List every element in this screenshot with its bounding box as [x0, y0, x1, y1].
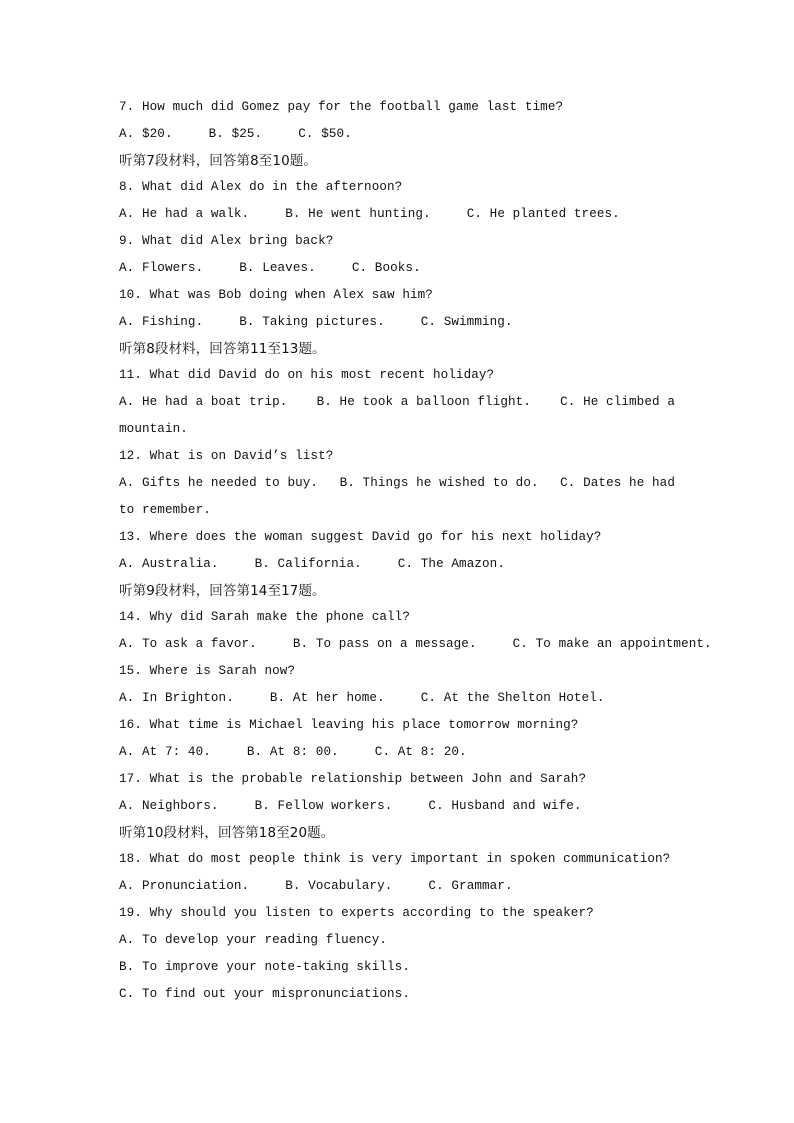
options-14	[119, 631, 712, 658]
option-a: A. $20.	[119, 127, 173, 141]
exam-page	[119, 94, 712, 1008]
option-b: B. At 8: 00.	[246, 745, 339, 759]
section-heading-8: 听第8段材料，回答第11至13题。	[119, 341, 326, 357]
option-b: B. At her home.	[269, 691, 385, 705]
option-c: C. He planted trees.	[466, 207, 620, 221]
option-c: C. To find out your mispronunciations.	[119, 987, 410, 1001]
option-b: B. California.	[254, 557, 362, 571]
option-c: C. He climbed a	[560, 395, 675, 409]
option-c: C. At the Shelton Hotel.	[420, 691, 605, 705]
option-a: A. To ask a favor.	[119, 637, 257, 651]
option-c: C. To make an appointment.	[512, 637, 712, 651]
option-b: B. He took a balloon flight.	[316, 395, 531, 409]
options-9	[119, 255, 679, 282]
question-9: 9. What did Alex bring back?	[119, 234, 334, 248]
options-10	[119, 309, 679, 336]
question-18: 18. What do most people think is very important in spoken communication?	[119, 852, 671, 866]
section-heading-7: 听第7段材料，回答第8至10题。	[119, 153, 317, 169]
option-c: C. $50.	[298, 127, 352, 141]
question-7: 7. How much did Gomez pay for the football game last time?	[119, 100, 564, 114]
option-a: A. To develop your reading fluency.	[119, 933, 388, 947]
option-a: A. In Brighton.	[119, 691, 234, 705]
options-15	[119, 685, 679, 712]
question-16: 16. What time is Michael leaving his place tomorrow morning?	[119, 718, 579, 732]
question-13: 13. Where does the woman suggest David go for his next holiday?	[119, 530, 602, 544]
option-b: B. Vocabulary.	[285, 879, 393, 893]
option-b: B. He went hunting.	[285, 207, 431, 221]
option-c: C. Swimming.	[420, 315, 513, 329]
option-c: C. At 8: 20.	[374, 745, 467, 759]
option-a: A. Fishing.	[119, 315, 204, 329]
option-b: B. Things he wished to do.	[339, 476, 539, 490]
section-heading-10: 听第10段材料，回答第18至20题。	[119, 825, 335, 841]
option-b: B. To improve your note-taking skills.	[119, 960, 410, 974]
question-12: 12. What is on David’s list?	[119, 449, 334, 463]
option-b: B. Leaves.	[239, 261, 316, 275]
option-a: A. Pronunciation.	[119, 879, 250, 893]
option-a: A. Neighbors.	[119, 799, 219, 813]
option-b: B. $25.	[208, 127, 263, 141]
option-c: C. Grammar.	[428, 879, 513, 893]
option-c: C. The Amazon.	[397, 557, 505, 571]
question-17: 17. What is the probable relationship between John and Sarah?	[119, 772, 587, 786]
question-11: 11. What did David do on his most recent holiday?	[119, 368, 495, 382]
question-15: 15. Where is Sarah now?	[119, 664, 296, 678]
option-b: B. Fellow workers.	[254, 799, 393, 813]
options-7	[119, 121, 679, 148]
option-a: A. He had a walk.	[119, 207, 250, 221]
question-8: 8. What did Alex do in the afternoon?	[119, 180, 403, 194]
options-16	[119, 739, 679, 766]
options-18	[119, 873, 679, 900]
question-10: 10. What was Bob doing when Alex saw him?	[119, 288, 433, 302]
options-13	[119, 551, 679, 578]
option-c: C. Husband and wife.	[428, 799, 582, 813]
option-c: C. Books.	[351, 261, 421, 275]
option-a: A. Gifts he needed to buy.	[119, 476, 319, 490]
option-a: A. At 7: 40.	[119, 745, 211, 759]
option-c-continued: to remember.	[119, 503, 211, 517]
option-c-continued: mountain.	[119, 422, 188, 436]
option-a: A. He had a boat trip.	[119, 395, 288, 409]
question-19: 19. Why should you listen to experts according to the speaker?	[119, 906, 594, 920]
question-14: 14. Why did Sarah make the phone call?	[119, 610, 410, 624]
option-a: A. Australia.	[119, 557, 219, 571]
options-8	[119, 201, 679, 228]
option-b: B. To pass on a message.	[292, 637, 477, 651]
option-b: B. Taking pictures.	[239, 315, 385, 329]
options-11	[119, 389, 675, 416]
options-12	[119, 470, 675, 497]
options-17	[119, 793, 679, 820]
option-c: C. Dates he had	[560, 476, 675, 490]
section-heading-9: 听第9段材料，回答第14至17题。	[119, 583, 326, 599]
option-a: A. Flowers.	[119, 261, 204, 275]
